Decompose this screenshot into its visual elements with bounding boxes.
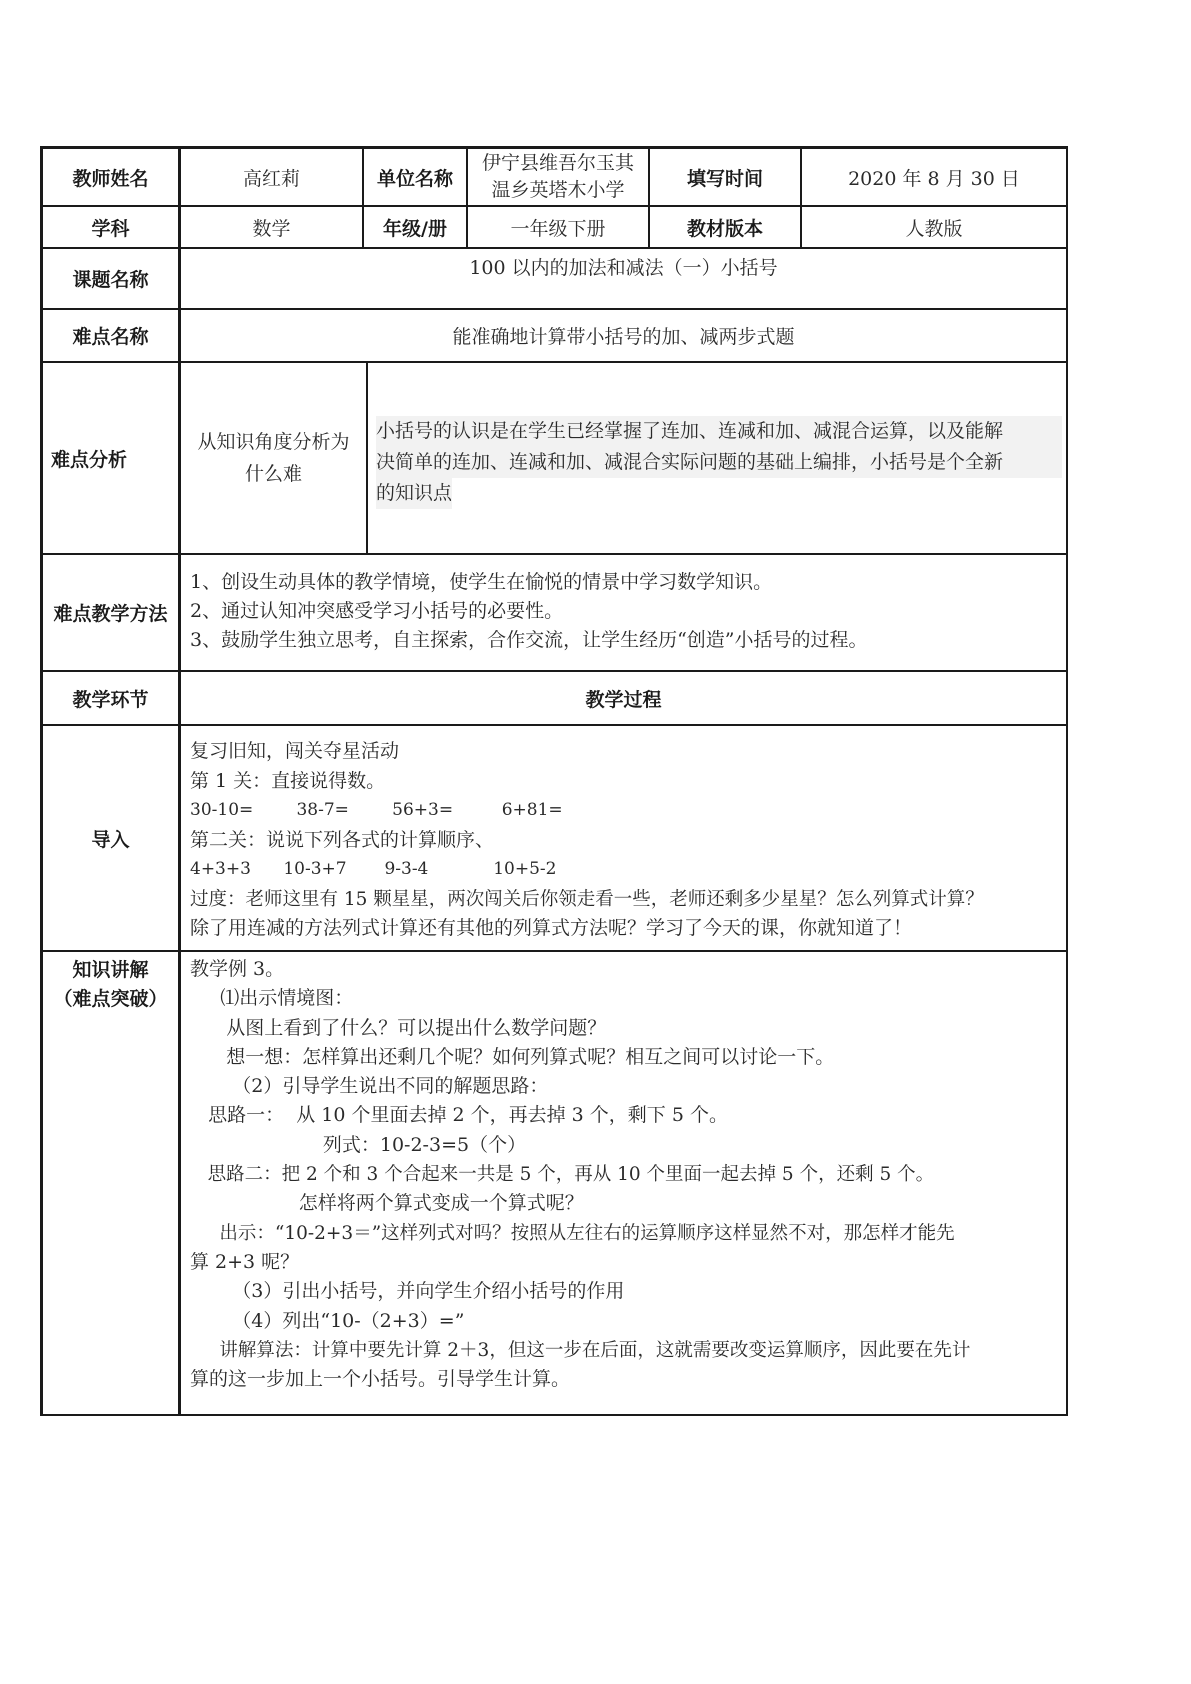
knowledge-line-3: 从图上看到了什么？可以提出什么数学问题？ <box>190 1016 607 1039</box>
analysis-text <box>376 416 1062 509</box>
rule-intro-bottom <box>40 950 1068 952</box>
rule-bottom <box>40 1414 1068 1416</box>
date-label: 填写时间 <box>686 167 763 190</box>
process-header-label: 教学环节 <box>72 688 149 711</box>
analysis-label: 难点分析 <box>51 448 128 471</box>
intro-line-7: 除了用连减的方法列式计算还有其他的列算式方法呢？学习了今天的课，你就知道了！ <box>190 917 913 939</box>
intro-line-5: 4+3+3 10-3+7 9-3-4 10+5-2 <box>190 859 557 879</box>
knowledge-line-2: ⑴出示情境图： <box>190 987 354 1010</box>
rule-right <box>1066 146 1068 1416</box>
rule-analysis-bottom <box>40 553 1068 555</box>
knowledge-line-5: （2）引导学生说出不同的解题思路： <box>190 1075 549 1098</box>
knowledge-line-10: 出示：“10-2+3＝”这样列式对吗？按照从左往右的运算顺序这样显然不对，那怎样才能先 <box>190 1222 955 1244</box>
knowledge-label-line1: 知识讲解 <box>72 959 149 981</box>
subject-value: 数学 <box>252 217 291 240</box>
knowledge-line-14: 讲解算法：计算中要先计算 2＋3，但这一步在后面，这就需要改变运算顺序，因此要在先计 <box>190 1339 971 1361</box>
rule-row2-bottom <box>40 247 1068 249</box>
analysis-sub-label <box>181 363 366 553</box>
intro-line-6: 过度：老师这里有 15 颗星星，两次闯关后你领走看一些，老师还剩多少星星？怎么列算式计算？ <box>190 888 984 910</box>
knowledge-line-12: （3）引出小括号，并向学生介绍小括号的作用 <box>190 1280 625 1303</box>
knowledge-line-13: （4）列出“10-（2+3）=” <box>190 1309 465 1332</box>
rule-process-header-bottom <box>40 724 1068 726</box>
teacher-value: 高红莉 <box>242 167 300 190</box>
analysis-sub-label-line1: 从知识角度分析为 <box>197 431 350 453</box>
intro-line-1: 复习旧知，闯关夺星活动 <box>190 740 400 762</box>
knowledge-line-9: 怎样将两个算式变成一个算式呢？ <box>190 1192 584 1215</box>
subject-label: 学科 <box>91 217 130 240</box>
grade-value: 一年级下册 <box>510 217 606 240</box>
rule-analysis-split <box>366 361 368 555</box>
knowledge-line-7: 列式：10-2-3=5（个） <box>190 1133 527 1156</box>
difficulty-label: 难点名称 <box>72 326 149 348</box>
knowledge-line-11: 算 2+3 呢？ <box>190 1250 300 1273</box>
difficulty-value: 能准确地计算带小括号的加、减两步式题 <box>452 326 795 348</box>
grade-label: 年级/册 <box>383 217 447 240</box>
date-value: 2020 年 8 月 30 日 <box>848 167 1020 190</box>
process-header-value: 教学过程 <box>585 688 662 711</box>
knowledge-label <box>43 956 178 1014</box>
edition-value: 人教版 <box>905 217 963 240</box>
unit-value-line2: 温乡英塔木小学 <box>491 179 625 201</box>
unit-label: 单位名称 <box>376 167 453 190</box>
method-text <box>190 568 1060 655</box>
knowledge-line-15: 算的这一步加上一个小括号。引导学生计算。 <box>190 1368 571 1391</box>
edition-label: 教材版本 <box>686 217 763 240</box>
intro-text <box>190 737 1062 944</box>
unit-value <box>468 149 648 205</box>
knowledge-text <box>190 955 1062 1394</box>
analysis-sub-label-line2: 什么难 <box>244 463 302 485</box>
topic-value: 100 以内的加法和减法（一）小括号 <box>469 257 778 279</box>
analysis-line-3: 的知识点 <box>376 478 452 509</box>
knowledge-label-line2: （难点突破） <box>53 988 168 1010</box>
method-line-2: 2、通过认知冲突感受学习小括号的必要性。 <box>190 600 564 622</box>
analysis-line-2: 决简单的连加、连减和加、减混合实际问题的基础上编排，小括号是个全新 <box>376 447 1062 478</box>
method-line-3: 3、鼓励学生独立思考，自主探索，合作交流，让学生经历“创造”小括号的过程。 <box>190 629 868 651</box>
topic-label: 课题名称 <box>72 269 149 291</box>
knowledge-line-8: 思路二：把 2 个和 3 个合起来一共是 5 个，再从 10 个里面一起去掉 5 个，还剩 5 个。 <box>190 1164 935 1186</box>
intro-label: 导入 <box>91 828 130 851</box>
intro-line-2: 第 1 关：直接说得数。 <box>190 769 386 792</box>
analysis-line-1: 小括号的认识是在学生已经掌握了连加、连减和加、减混合运算，以及能解 <box>376 416 1062 447</box>
intro-line-4: 第二关：说说下列各式的计算顺序、 <box>190 828 495 851</box>
teacher-label: 教师姓名 <box>72 167 149 190</box>
method-line-1: 1、创设生动具体的教学情境，使学生在愉悦的情景中学习数学知识。 <box>190 571 773 593</box>
unit-value-line1: 伊宁县维吾尔玉其 <box>481 152 634 174</box>
knowledge-line-1: 教学例 3。 <box>190 958 285 980</box>
knowledge-line-4: 想一想：怎样算出还剩几个呢？如何列算式呢？相互之间可以讨论一下。 <box>190 1045 835 1068</box>
knowledge-line-6: 思路一： 从 10 个里面去掉 2 个，再去掉 3 个，剩下 5 个。 <box>190 1104 728 1127</box>
method-label: 难点教学方法 <box>53 603 168 625</box>
intro-line-3: 30-10= 38-7= 56+3= 6+81= <box>190 800 563 820</box>
